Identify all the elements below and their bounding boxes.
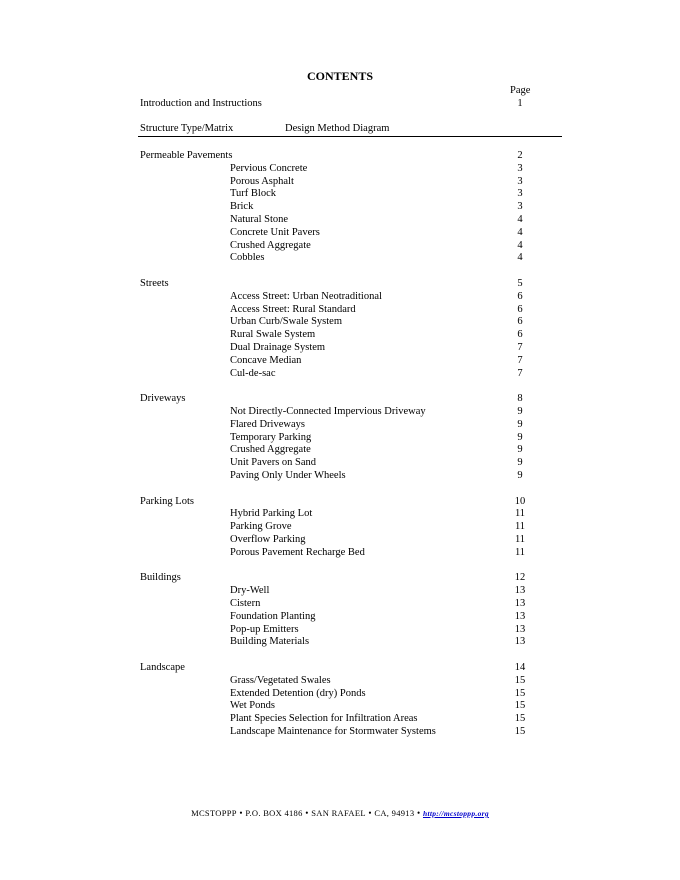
page-column-header: Page (510, 85, 531, 96)
toc-item-label: Concrete Unit Pavers (230, 226, 320, 238)
toc-item-page: 11 (514, 521, 526, 533)
section-title: Streets (140, 278, 169, 289)
toc-item-label: Temporary Parking (230, 431, 312, 443)
header-structure-type: Structure Type/Matrix (140, 123, 234, 134)
toc-item-label: Parking Grove (230, 521, 292, 533)
toc-item-label: Cobbles (230, 252, 265, 264)
footer-url-link[interactable]: http://mcstoppp.org (422, 809, 489, 818)
intro-label: Introduction and Instructions (140, 98, 262, 109)
toc-item-page: 6 (517, 290, 523, 302)
section-title: Permeable Pavements (140, 150, 233, 161)
section-title: Parking Lots (140, 495, 194, 507)
toc-item-label: Dual Drainage System (230, 342, 326, 353)
toc-item-page: 9 (517, 444, 523, 456)
toc-item-page: 9 (517, 457, 523, 469)
toc-item-page: 4 (517, 214, 523, 225)
toc-item-label: Overflow Parking (230, 534, 306, 545)
toc-item-page: 7 (517, 354, 523, 366)
header-design-method: Design Method Diagram (285, 123, 390, 134)
toc-item-label: Concave Median (230, 354, 302, 366)
toc-item-label: Urban Curb/Swale System (230, 316, 342, 328)
toc-item-label: Building Materials (230, 636, 310, 648)
toc-item-label: Extended Detention (dry) Ponds (230, 687, 366, 699)
footer-sep: • (368, 808, 372, 818)
toc-item-page: 7 (517, 342, 523, 353)
toc-item-page: 6 (517, 316, 523, 328)
footer-sep: • (416, 808, 421, 818)
footer-state-zip: CA, 94913 (374, 808, 415, 818)
toc-item-label: Landscape Maintenance for Stormwater Systems (230, 726, 436, 737)
toc-item-page: 3 (517, 175, 523, 187)
toc-item-page: 6 (517, 329, 523, 341)
toc-item-page: 11 (514, 508, 526, 520)
toc-item-label: Dry-Well (230, 585, 270, 597)
section-page: 14 (514, 662, 526, 673)
footer-sep: • (239, 808, 243, 818)
toc-item-label: Access Street: Rural Standard (230, 303, 356, 315)
toc-item-page: 11 (514, 546, 526, 558)
toc-item-page: 4 (517, 226, 523, 238)
section-page: 8 (517, 393, 523, 405)
toc-item-page: 13 (514, 636, 526, 648)
section-title: Driveways (140, 393, 186, 405)
toc-item-page: 3 (517, 188, 523, 200)
toc-item-label: Cul-de-sac (230, 367, 276, 379)
toc-item-label: Access Street: Urban Neotraditional (230, 290, 382, 302)
toc-item-page: 4 (517, 252, 523, 264)
toc-item-label: Grass/Vegetated Swales (230, 674, 331, 686)
footer-sep: • (305, 808, 309, 818)
toc-item-label: Not Directly-Connected Impervious Driveway (230, 406, 426, 417)
toc-item-label: Cistern (230, 598, 261, 609)
toc-item-page: 3 (517, 201, 523, 213)
toc-item-label: Natural Stone (230, 214, 289, 225)
toc-item-page: 9 (517, 470, 523, 481)
toc-item-label: Wet Ponds (230, 700, 275, 712)
section-page: 10 (514, 495, 526, 507)
toc-item-label: Rural Swale System (230, 329, 316, 341)
toc-item-label: Crushed Aggregate (230, 239, 311, 251)
footer (0, 808, 680, 818)
toc-item-page: 15 (514, 674, 526, 686)
toc-item-page: 13 (514, 585, 526, 597)
section-title: Landscape (140, 662, 185, 673)
toc-item-label: Pervious Concrete (230, 162, 308, 174)
footer-po-box: P.O. BOX 4186 (245, 808, 303, 818)
toc-item-page: 15 (514, 726, 526, 737)
toc-item-label: Unit Pavers on Sand (230, 457, 317, 469)
toc-item-page: 6 (517, 303, 523, 315)
section-page: 2 (517, 150, 523, 161)
toc-item-page: 3 (517, 162, 523, 174)
toc-item-page: 9 (517, 406, 523, 417)
toc-item-page: 15 (514, 700, 526, 712)
footer-city: SAN RAFAEL (311, 808, 366, 818)
toc-item-page: 13 (514, 598, 526, 609)
toc-item-page: 7 (517, 367, 523, 379)
header-rule (138, 136, 562, 137)
toc-item-label: Foundation Planting (230, 610, 316, 622)
footer-org: MCSTOPPP (191, 808, 237, 818)
toc-item-label: Crushed Aggregate (230, 444, 311, 456)
toc-item-page: 13 (514, 610, 526, 622)
toc-item-page: 4 (517, 239, 523, 251)
toc-item-page: 13 (514, 623, 526, 635)
section-page: 5 (517, 278, 523, 289)
toc-item-label: Plant Species Selection for Infiltration Areas (230, 713, 418, 725)
toc-item-label: Paving Only Under Wheels (230, 470, 346, 481)
toc-item-page: 9 (517, 431, 523, 443)
toc-item-label: Porous Pavement Recharge Bed (230, 546, 365, 558)
toc-item-label: Turf Block (230, 188, 276, 200)
section-page: 12 (514, 572, 526, 584)
intro-page: 1 (517, 98, 523, 109)
toc-item-page: 11 (514, 534, 526, 545)
toc-item-page: 15 (514, 713, 526, 725)
toc-item-label: Flared Driveways (230, 418, 305, 430)
toc-item-page: 15 (514, 687, 526, 699)
page-title: CONTENTS (306, 69, 374, 83)
section-title: Buildings (140, 572, 181, 584)
toc-item-label: Hybrid Parking Lot (230, 508, 313, 520)
toc-item-label: Porous Asphalt (230, 175, 294, 187)
toc-item-label: Pop-up Emitters (230, 623, 299, 635)
toc-item-label: Brick (230, 201, 254, 213)
toc-item-page: 9 (517, 418, 523, 430)
